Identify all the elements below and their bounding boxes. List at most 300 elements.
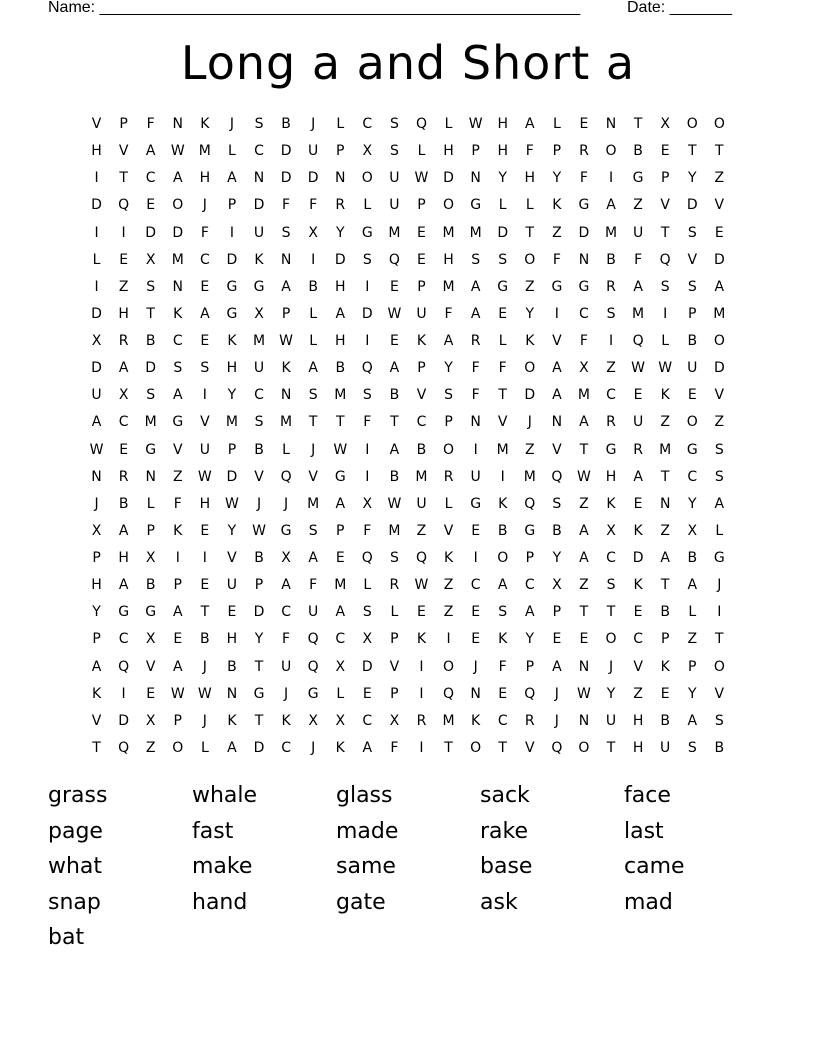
grid-letter: L xyxy=(525,197,534,214)
grid-letter: U xyxy=(605,712,617,729)
grid-letter: H xyxy=(226,360,238,377)
grid-letter: B xyxy=(606,251,616,268)
grid-letter: A xyxy=(714,495,725,512)
grid-letter: Z xyxy=(579,577,589,594)
word-bank-item: rake xyxy=(480,818,529,844)
grid-letter: M xyxy=(307,495,320,512)
grid-letter: S xyxy=(606,305,616,322)
grid-letter: F xyxy=(363,414,372,431)
grid-letter: S xyxy=(389,143,399,160)
grid-letter: E xyxy=(200,333,210,350)
grid-letter: F xyxy=(282,631,291,648)
grid-letter: Q xyxy=(118,658,130,675)
grid-letter: R xyxy=(118,468,129,485)
grid-letter: L xyxy=(336,685,345,702)
grid-letter: B xyxy=(145,577,156,594)
grid-letter: A xyxy=(91,658,102,675)
grid-letter: Y xyxy=(498,170,507,187)
grid-letter: S xyxy=(660,278,670,295)
grid-letter: K xyxy=(254,251,264,268)
grid-letter: I xyxy=(608,333,614,350)
grid-letter: H xyxy=(443,143,454,160)
grid-letter: N xyxy=(280,387,292,404)
grid-letter: G xyxy=(551,278,563,295)
grid-letter: X xyxy=(552,577,562,594)
grid-letter: C xyxy=(118,631,129,648)
grid-letter: E xyxy=(471,522,481,539)
grid-letter: R xyxy=(606,278,616,295)
grid-letter: A xyxy=(389,360,400,377)
grid-letter: P xyxy=(281,305,291,322)
grid-letter: W xyxy=(252,522,266,539)
grid-letter: K xyxy=(525,333,535,350)
grid-letter: I xyxy=(121,224,126,241)
grid-letter: L xyxy=(688,604,697,621)
grid-letter: A xyxy=(497,577,508,594)
word-bank-item: bat xyxy=(48,925,85,951)
grid-letter: R xyxy=(443,468,454,485)
grid-letter: B xyxy=(281,116,291,133)
grid-letter: F xyxy=(579,333,588,350)
grid-letter: Q xyxy=(280,468,292,485)
grid-letter: G xyxy=(470,197,482,214)
grid-letter: E xyxy=(498,685,508,702)
grid-letter: S xyxy=(200,360,210,377)
grid-letter: I xyxy=(365,441,370,458)
grid-letter: J xyxy=(473,658,478,675)
word-bank-item: same xyxy=(336,854,396,880)
grid-letter: C xyxy=(606,387,616,404)
grid-letter: U xyxy=(199,441,210,458)
grid-letter: W xyxy=(387,495,402,512)
grid-letter: K xyxy=(416,631,427,648)
grid-letter: H xyxy=(226,631,238,648)
grid-letter: W xyxy=(577,685,591,702)
grid-letter: E xyxy=(119,441,129,458)
grid-letter: D xyxy=(118,712,129,729)
grid-letter: P xyxy=(552,604,562,621)
grid-letter: P xyxy=(173,712,182,729)
grid-letter: B xyxy=(389,468,400,485)
grid-letter: M xyxy=(632,305,645,322)
grid-letter: S xyxy=(687,739,697,756)
grid-letter: B xyxy=(687,333,698,350)
grid-letter: A xyxy=(470,278,481,295)
grid-letter: P xyxy=(660,631,670,648)
grid-row xyxy=(83,491,733,518)
grid-letter: Z xyxy=(172,468,183,485)
grid-letter: Z xyxy=(606,360,616,377)
word-bank-item: hand xyxy=(192,889,248,915)
grid-letter: S xyxy=(552,495,562,512)
grid-letter: A xyxy=(633,278,643,295)
word-bank-item: make xyxy=(192,854,253,880)
grid-letter: H xyxy=(199,170,211,187)
grid-letter: E xyxy=(335,550,345,567)
grid-letter: L xyxy=(444,495,453,512)
grid-letter: X xyxy=(660,116,670,133)
grid-letter: A xyxy=(145,143,156,160)
grid-letter: O xyxy=(686,414,698,431)
grid-row xyxy=(83,111,733,138)
grid-letter: V xyxy=(714,387,725,404)
grid-letter: E xyxy=(200,522,210,539)
word-search-grid xyxy=(83,111,733,762)
grid-letter: V xyxy=(714,197,725,214)
grid-letter: S xyxy=(498,251,508,268)
grid-letter: E xyxy=(389,278,399,295)
grid-letter: D xyxy=(172,224,184,241)
word-bank-item: sack xyxy=(480,783,530,808)
grid-letter: N xyxy=(172,116,184,133)
grid-letter: I xyxy=(663,305,668,322)
grid-letter: M xyxy=(442,224,455,241)
word-bank-item: glass xyxy=(336,783,393,808)
grid-letter: X xyxy=(362,631,373,648)
grid-letter: R xyxy=(118,333,129,350)
grid-letter: S xyxy=(281,224,291,241)
grid-letter: M xyxy=(144,414,157,431)
grid-letter: V xyxy=(552,441,562,458)
grid-letter: G xyxy=(632,170,644,187)
grid-letter: I xyxy=(365,278,370,295)
grid-letter: Q xyxy=(118,197,130,214)
grid-letter: E xyxy=(200,577,210,594)
grid-letter: R xyxy=(335,197,346,214)
grid-letter: D xyxy=(280,143,292,160)
grid-letter: I xyxy=(419,658,424,675)
grid-letter: A xyxy=(525,604,535,621)
grid-letter: D xyxy=(253,197,265,214)
grid-letter: M xyxy=(604,224,618,241)
grid-letter: B xyxy=(118,495,129,512)
grid-letter: K xyxy=(173,522,183,539)
grid-letter: N xyxy=(91,468,102,485)
grid-letter: L xyxy=(309,333,318,350)
grid-letter: Q xyxy=(415,116,427,133)
grid-letter: P xyxy=(92,550,101,567)
grid-letter: X xyxy=(281,550,291,567)
grid-letter: H xyxy=(497,116,508,133)
grid-letter: V xyxy=(552,333,562,350)
grid-letter: D xyxy=(361,305,373,322)
grid-letter: Y xyxy=(687,685,697,702)
grid-letter: F xyxy=(471,387,480,404)
grid-letter: W xyxy=(279,333,293,350)
grid-letter: J xyxy=(311,441,316,458)
grid-letter: C xyxy=(172,333,183,350)
grid-letter: Y xyxy=(92,604,101,621)
grid-letter: E xyxy=(227,604,237,621)
grid-letter: H xyxy=(91,143,102,160)
grid-letter: I xyxy=(94,224,99,241)
grid-letter: J xyxy=(311,116,316,133)
grid-letter: G xyxy=(226,278,238,295)
grid-letter: I xyxy=(365,333,370,350)
grid-letter: I xyxy=(311,251,316,268)
grid-letter: A xyxy=(335,495,346,512)
word-bank-item: face xyxy=(624,783,671,808)
grid-letter: Z xyxy=(416,522,427,539)
grid-letter: P xyxy=(417,197,426,214)
grid-letter: D xyxy=(145,360,157,377)
grid-letter: C xyxy=(118,414,129,431)
grid-letter: S xyxy=(308,387,318,404)
grid-letter: P xyxy=(688,305,697,322)
grid-letter: W xyxy=(658,360,673,377)
grid-letter: O xyxy=(361,170,373,187)
grid-letter: L xyxy=(363,577,372,594)
grid-letter: X xyxy=(687,522,698,539)
grid-letter: Y xyxy=(525,305,535,322)
grid-letter: C xyxy=(416,414,427,431)
grid-letter: O xyxy=(713,116,725,133)
grid-letter: Z xyxy=(145,739,156,756)
grid-letter: X xyxy=(579,360,589,377)
grid-letter: A xyxy=(308,550,318,567)
grid-letter: O xyxy=(524,251,536,268)
grid-letter: T xyxy=(579,604,589,621)
grid-letter: Y xyxy=(525,631,535,648)
grid-letter: A xyxy=(200,305,210,322)
grid-letter: Z xyxy=(714,414,725,431)
grid-letter: T xyxy=(254,712,264,729)
grid-letter: C xyxy=(145,170,156,187)
grid-letter: A xyxy=(389,441,400,458)
grid-letter: F xyxy=(200,224,209,241)
grid-letter: P xyxy=(525,550,535,567)
grid-letter: Q xyxy=(307,631,319,648)
word-bank-item: came xyxy=(624,854,685,880)
grid-letter: O xyxy=(524,360,536,377)
grid-letter: Q xyxy=(118,739,130,756)
grid-letter: Z xyxy=(524,278,535,295)
grid-letter: I xyxy=(473,441,478,458)
grid-letter: P xyxy=(119,116,128,133)
grid-letter: Z xyxy=(660,522,670,539)
grid-letter: N xyxy=(551,414,563,431)
grid-letter: O xyxy=(713,333,725,350)
grid-letter: K xyxy=(498,495,508,512)
grid-letter: B xyxy=(416,441,427,458)
grid-letter: H xyxy=(199,495,211,512)
grid-letter: S xyxy=(254,414,264,431)
grid-letter: X xyxy=(606,522,616,539)
grid-letter: Y xyxy=(335,224,345,241)
grid-letter: J xyxy=(202,712,207,729)
grid-letter: D xyxy=(713,360,725,377)
grid-letter: O xyxy=(686,116,698,133)
grid-letter: C xyxy=(470,577,481,594)
grid-letter: J xyxy=(311,739,316,756)
grid-letter: Z xyxy=(118,278,129,295)
date-field: Date: _______ xyxy=(627,0,732,16)
grid-letter: T xyxy=(660,468,670,485)
grid-letter: N xyxy=(280,251,292,268)
grid-letter: K xyxy=(633,522,643,539)
grid-letter: B xyxy=(660,712,670,729)
grid-letter: T xyxy=(687,143,697,160)
grid-letter: E xyxy=(579,631,589,648)
grid-letter: Y xyxy=(687,170,697,187)
grid-letter: N xyxy=(470,414,481,431)
grid-row xyxy=(83,654,733,681)
grid-letter: A xyxy=(660,550,670,567)
grid-letter: R xyxy=(416,712,427,729)
grid-letter: L xyxy=(92,251,101,268)
grid-letter: R xyxy=(606,414,616,431)
grid-letter: S xyxy=(362,387,372,404)
grid-letter: P xyxy=(417,360,426,377)
grid-letter: Q xyxy=(551,468,563,485)
grid-letter: K xyxy=(227,712,237,729)
grid-letter: I xyxy=(121,685,126,702)
grid-letter: J xyxy=(229,116,234,133)
grid-letter: K xyxy=(660,658,670,675)
grid-letter: X xyxy=(335,712,346,729)
grid-letter: U xyxy=(308,604,319,621)
grid-letter: L xyxy=(661,333,670,350)
grid-letter: C xyxy=(362,116,373,133)
grid-letter: T xyxy=(525,224,535,241)
grid-letter: A xyxy=(172,604,183,621)
grid-letter: G xyxy=(686,441,698,458)
grid-letter: A xyxy=(335,305,346,322)
grid-letter: Z xyxy=(443,577,454,594)
grid-letter: I xyxy=(717,604,722,621)
grid-row xyxy=(83,464,733,491)
grid-letter: D xyxy=(713,251,725,268)
grid-letter: Q xyxy=(361,550,373,567)
word-bank-item: page xyxy=(48,818,103,844)
grid-letter: M xyxy=(388,522,401,539)
grid-letter: L xyxy=(336,116,345,133)
page-title: Long a and Short a xyxy=(180,36,636,90)
grid-letter: K xyxy=(281,360,291,377)
grid-letter: F xyxy=(498,658,507,675)
grid-letter: P xyxy=(254,577,264,594)
grid-letter: V xyxy=(497,414,508,431)
grid-letter: M xyxy=(713,305,726,322)
grid-letter: A xyxy=(227,739,237,756)
grid-letter: P xyxy=(390,685,399,702)
grid-letter: E xyxy=(471,604,481,621)
grid-letter: R xyxy=(389,577,400,594)
grid-letter: P xyxy=(92,631,101,648)
word-bank-item: snap xyxy=(48,889,101,915)
grid-letter: E xyxy=(146,197,156,214)
grid-letter: I xyxy=(446,631,451,648)
grid-letter: A xyxy=(335,604,346,621)
grid-letter: A xyxy=(443,333,454,350)
grid-letter: G xyxy=(145,441,157,458)
grid-letter: O xyxy=(443,658,455,675)
grid-letter: P xyxy=(227,441,237,458)
grid-letter: M xyxy=(496,441,509,458)
grid-letter: D xyxy=(443,170,454,187)
name-field: Name: ______________________________________________________ xyxy=(48,0,581,16)
grid-letter: A xyxy=(118,360,129,377)
grid-row xyxy=(83,518,733,545)
grid-letter: A xyxy=(579,550,589,567)
grid-letter: C xyxy=(524,577,535,594)
grid-letter: C xyxy=(254,387,264,404)
grid-letter: B xyxy=(497,522,508,539)
grid-row xyxy=(83,328,733,355)
grid-letter: G xyxy=(307,685,319,702)
word-bank-item: base xyxy=(480,854,533,880)
grid-letter: B xyxy=(308,278,318,295)
grid-letter: E xyxy=(660,143,670,160)
grid-letter: X xyxy=(91,333,102,350)
word-bank-item: mad xyxy=(624,889,673,915)
grid-letter: M xyxy=(577,387,590,404)
grid-letter: G xyxy=(280,522,292,539)
grid-letter: N xyxy=(578,712,590,729)
grid-letter: D xyxy=(91,197,102,214)
grid-letter: B xyxy=(254,441,264,458)
grid-letter: L xyxy=(498,197,507,214)
grid-letter: K xyxy=(281,712,291,729)
grid-letter: Q xyxy=(551,739,563,756)
grid-letter: X xyxy=(145,251,156,268)
grid-letter: H xyxy=(632,739,644,756)
grid-letter: A xyxy=(227,170,237,187)
grid-letter: W xyxy=(468,116,483,133)
grid-letter: N xyxy=(605,116,617,133)
grid-letter: S xyxy=(173,360,183,377)
grid-letter: B xyxy=(389,387,400,404)
grid-letter: L xyxy=(363,197,372,214)
grid-letter: G xyxy=(578,278,590,295)
grid-letter: S xyxy=(606,577,616,594)
grid-row xyxy=(83,192,733,219)
grid-letter: U xyxy=(253,360,265,377)
grid-letter: N xyxy=(335,170,346,187)
grid-letter: N xyxy=(578,251,590,268)
grid-letter: F xyxy=(444,305,453,322)
grid-letter: B xyxy=(335,360,346,377)
grid-letter: V xyxy=(145,658,156,675)
grid-letter: L xyxy=(417,143,426,160)
grid-letter: M xyxy=(334,577,347,594)
grid-letter: H xyxy=(605,468,617,485)
grid-letter: S xyxy=(308,522,318,539)
grid-row xyxy=(83,138,733,165)
grid-letter: A xyxy=(118,577,129,594)
grid-letter: F xyxy=(390,739,399,756)
grid-letter: O xyxy=(713,658,725,675)
grid-letter: E xyxy=(119,251,129,268)
grid-letter: Y xyxy=(606,685,616,702)
grid-letter: E xyxy=(633,604,643,621)
grid-letter: G xyxy=(145,604,157,621)
grid-letter: A xyxy=(281,577,291,594)
grid-letter: V xyxy=(118,143,129,160)
grid-letter: J xyxy=(527,414,532,431)
grid-letter: M xyxy=(334,387,347,404)
grid-letter: I xyxy=(419,739,424,756)
grid-letter: H xyxy=(524,170,536,187)
grid-letter: O xyxy=(443,441,455,458)
grid-letter: V xyxy=(633,658,643,675)
grid-letter: I xyxy=(94,278,99,295)
grid-letter: K xyxy=(471,712,481,729)
grid-letter: V xyxy=(687,251,698,268)
grid-letter: U xyxy=(660,739,671,756)
grid-letter: L xyxy=(552,116,561,133)
grid-letter: V xyxy=(91,116,102,133)
